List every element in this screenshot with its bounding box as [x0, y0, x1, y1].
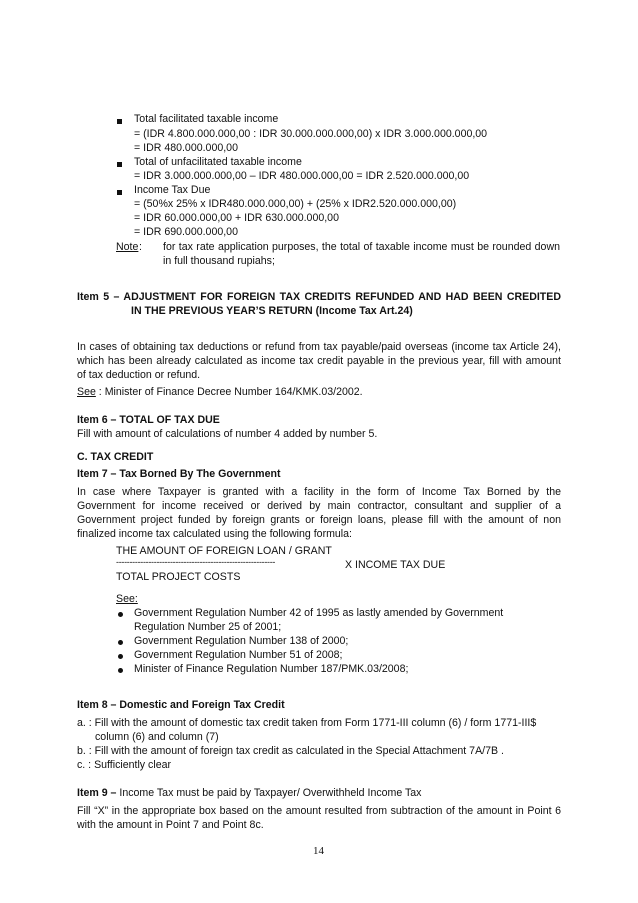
item6-heading: Item 6 – TOTAL OF TAX DUE [77, 414, 220, 426]
see-reference [77, 386, 363, 399]
bullet-title: Total facilitated taxable income [134, 113, 279, 125]
see-label: See [77, 386, 96, 398]
paragraph-line: Fill “X” in the appropriate box based on the amount resulted from subtraction of the amount in Point 6 [77, 805, 561, 817]
bullet-square-icon [117, 162, 122, 167]
item8-heading: Item 8 – Domestic and Foreign Tax Credit [77, 699, 285, 711]
formula-divider: ----------------------------------------------------------- [116, 557, 276, 567]
bullet-title: Total of unfacilitated taxable income [134, 156, 302, 168]
page-number: 14 [313, 845, 324, 857]
item9-heading-label: Item 9 – [77, 787, 117, 799]
item8-a-cont: column (6) and column (7) [95, 731, 219, 743]
note-label: Note [116, 241, 139, 253]
item5-heading-cont: IN THE PREVIOUS YEAR’S RETURN (Income Tax Art.24) [131, 305, 413, 317]
paragraph-line: Government for income received or derived by main contractor, consultant and supplier of a [77, 500, 561, 512]
formula-multiplier: X INCOME TAX DUE [345, 559, 446, 571]
section-c-heading: C. TAX CREDIT [77, 451, 154, 463]
item5-heading: Item 5 – ADJUSTMENT FOR FOREIGN TAX CREDITS REFUNDED AND HAD BEEN CREDITED [77, 291, 561, 303]
note-text: in full thousand rupiahs; [163, 255, 275, 267]
bullet-line: = IDR 60.000.000,00 + IDR 630.000.000,00 [134, 212, 339, 224]
paragraph-line: In case where Taxpayer is granted with a facility in the form of Income Tax Borned by the [77, 486, 561, 498]
regulation-ref: Government Regulation Number 51 of 2008; [134, 649, 343, 661]
paragraph-line: finalized income tax calculated using the following formula: [77, 528, 352, 540]
bullet-line: = IDR 3.000.000.000,00 – IDR 480.000.000,00 = IDR 2.520.000.000,00 [134, 170, 470, 182]
item8-c: c. : Sufficiently clear [77, 759, 172, 771]
bullet-dot-icon [118, 612, 123, 617]
paragraph-line: which has been already calculated as income tax credit payable in the previous year, fill with amount [77, 355, 561, 367]
bullet-square-icon [117, 119, 122, 124]
bullet-square-icon [117, 190, 122, 195]
note-text: for tax rate application purposes, the total of taxable income must be rounded down [163, 241, 560, 253]
bullet-dot-icon [118, 668, 123, 673]
bullet-line: = (50%x 25% x IDR480.000.000,00) + (25% x IDR2.520.000.000,00) [134, 198, 457, 210]
paragraph-line: of tax deduction or refund. [77, 369, 201, 381]
bullet-line: = (IDR 4.800.000.000,00 : IDR 30.000.000.000,00) x IDR 3.000.000.000,00 [134, 128, 488, 140]
formula-denominator: TOTAL PROJECT COSTS [116, 571, 241, 583]
regulation-ref: Minister of Finance Regulation Number 187/PMK.03/2008; [134, 663, 409, 675]
item7-heading: Item 7 – Tax Borned By The Government [77, 468, 281, 480]
bullet-dot-icon [118, 654, 123, 659]
item6-text: Fill with amount of calculations of number 4 added by number 5. [77, 428, 378, 440]
bullet-title: Income Tax Due [134, 184, 211, 196]
see-text: : Minister of Finance Decree Number 164/KMK.03/2002. [95, 386, 363, 398]
see-label: See: [116, 593, 138, 605]
regulation-ref: Government Regulation Number 42 of 1995 as lastly amended by Government [134, 607, 504, 619]
formula-numerator: THE AMOUNT OF FOREIGN LOAN / GRANT [116, 545, 332, 557]
item8-a: a. : Fill with the amount of domestic tax credit taken from Form 1771-III column (6) / form 1771-III$ [77, 717, 537, 729]
item8-b: b. : Fill with the amount of foreign tax credit as calculated in the Special Attachment 7A/7B . [77, 745, 504, 757]
paragraph-line: Government project funded by foreign grants or foreign loans, please fill with the amount of non [77, 514, 561, 526]
bullet-line: = IDR 690.000.000,00 [134, 226, 238, 238]
regulation-ref-cont: Regulation Number 25 of 2001; [134, 621, 282, 633]
item9-heading-text: Income Tax must be paid by Taxpayer/ Overwithheld Income Tax [116, 787, 422, 799]
paragraph-line: with the amount in Point 7 and Point 8c. [77, 819, 264, 831]
note-colon: : [139, 241, 142, 253]
bullet-dot-icon [118, 640, 123, 645]
bullet-line: = IDR 480.000.000,00 [134, 142, 238, 154]
regulation-ref: Government Regulation Number 138 of 2000; [134, 635, 349, 647]
item9-heading [77, 787, 421, 800]
paragraph-line: In cases of obtaining tax deductions or refund from tax payable/paid overseas (income tax Article 24), [77, 341, 561, 353]
